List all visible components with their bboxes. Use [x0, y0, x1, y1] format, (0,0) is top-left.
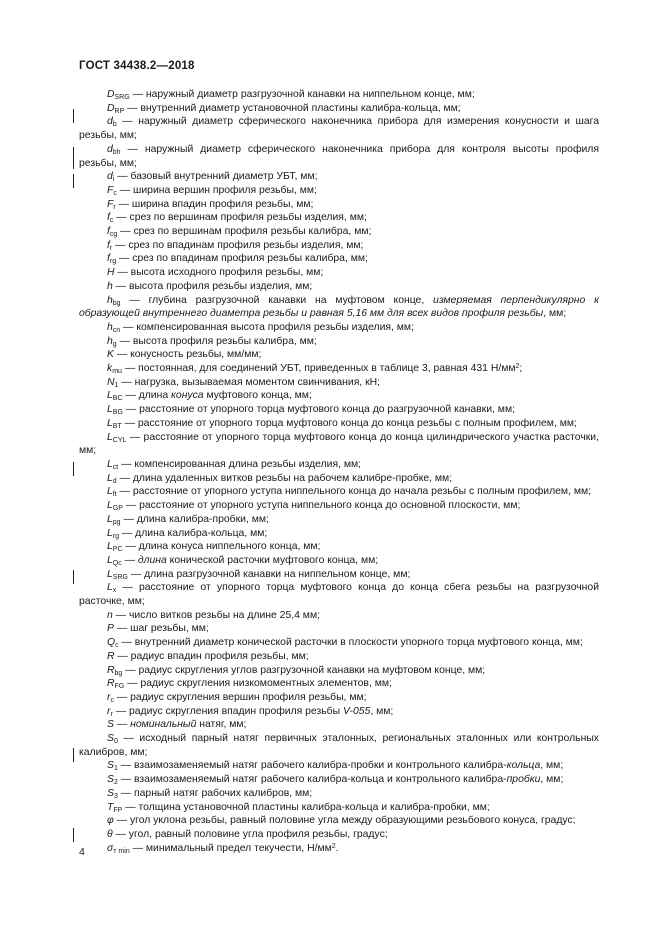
definition-italic: номинальный — [130, 719, 197, 731]
symbol: $L_{rg}$ — [107, 527, 120, 540]
definition-text: — шаг резьбы, мм; — [113, 623, 209, 635]
definition-text: — радиус скругления углов разгрузочной канавки на муфтовом конце, мм; — [122, 664, 486, 676]
symbol: $h_{bg}$ — [107, 294, 121, 307]
symbol-definition — [79, 280, 599, 294]
symbol-definition — [79, 472, 599, 486]
symbol: $F_r$ — [107, 198, 116, 211]
symbol-definition — [79, 814, 599, 828]
symbol-definition — [79, 362, 599, 376]
definition-tail: , мм; — [540, 760, 564, 772]
definition-tail: ; — [519, 363, 523, 375]
symbol: $S_0$ — [107, 733, 118, 746]
symbol-definition — [79, 294, 599, 321]
definition-text: — — [121, 554, 138, 566]
definition-tail: , мм; — [540, 774, 564, 786]
definition-text: — наружный диаметр разгрузочной канавки на ниппельном конце, мм; — [129, 89, 475, 100]
symbol-definition — [79, 759, 599, 773]
definition-tail: , мм; — [370, 705, 394, 717]
symbol: $L_{BT}$ — [107, 417, 122, 430]
symbol: h — [107, 280, 113, 292]
symbol: $f_{cg}$ — [107, 226, 118, 239]
definition-text: — ширина впадин профиля резьбы, мм; — [115, 198, 314, 210]
symbol: $L_{ft}$ — [107, 486, 117, 499]
symbol: $S_2$ — [107, 774, 118, 787]
definition-text: — расстояние от упорного торца муфтового конца до конца резьбы с полным профилем, мм; — [121, 417, 577, 429]
symbol-definition — [79, 184, 599, 198]
definition-text: — угол, равный половине угла профиля резьбы, градус; — [112, 828, 388, 840]
definition-text: — расстояние от упорного торца муфтового конца до конца цилиндрического участка расточки, мм; — [79, 431, 599, 457]
definition-text: — срез по впадинам профиля резьбы калибра, мм; — [116, 253, 368, 265]
symbol: φ — [107, 815, 114, 827]
change-bar — [73, 462, 74, 476]
definition-text: — базовый внутренний диаметр УБТ, мм; — [114, 171, 318, 183]
symbol-definition — [79, 609, 599, 623]
symbol: $L_{PC}$ — [107, 541, 123, 554]
symbol: $T_{FP}$ — [107, 801, 123, 814]
symbol: $R_{bg}$ — [107, 664, 123, 677]
symbol-definition — [79, 677, 599, 691]
change-bar — [73, 570, 74, 584]
definition-text: — радиус скругления вершин профиля резьбы, мм; — [113, 691, 367, 703]
symbol-definition — [79, 389, 599, 403]
change-bar — [73, 174, 74, 188]
symbol-definition — [79, 527, 599, 541]
definition-tail: муфтового конца, мм; — [203, 390, 312, 402]
symbol: $L_{CYL}$ — [107, 431, 127, 444]
symbol-definition — [79, 622, 599, 636]
symbol: $R_{FG}$ — [107, 678, 125, 691]
definition-text: — внутренний диаметр установочной пластины калибра-кольца, мм; — [124, 102, 461, 114]
symbol: θ — [107, 828, 113, 840]
symbol: $D_{SRG}$ — [107, 89, 130, 101]
symbol-definition — [79, 718, 599, 732]
symbol: $r_r$ — [107, 705, 113, 718]
symbol-definition — [79, 417, 599, 431]
definition-text: — наружный диаметр сферического наконечника прибора для измерения конусности и шага резьбы, мм; — [79, 116, 599, 142]
definition-italic: пробки — [506, 774, 541, 786]
definition-text: — ширина вершин профиля резьбы, мм; — [116, 184, 317, 196]
definition-text: — расстояние от упорного торца муфтового конца до конца сбега резьбы на разгрузочной расточке, мм; — [79, 582, 599, 608]
definition-text: — срез по вершинам профиля резьбы изделия, мм; — [113, 212, 367, 224]
symbol: $L_{BG}$ — [107, 404, 123, 417]
symbol: $L_{GP}$ — [107, 500, 123, 513]
symbol-definition — [79, 88, 599, 102]
definition-text: — — [113, 719, 131, 731]
symbol: $S_1$ — [107, 760, 118, 773]
symbol: $f_c$ — [107, 212, 114, 225]
symbol-definition — [79, 636, 599, 650]
definition-text: — длина удаленных витков резьбы на рабочем калибре-пробке, мм; — [116, 472, 453, 484]
definition-italic: V-055 — [342, 705, 371, 717]
symbol: $k_{mu}$ — [107, 363, 122, 376]
definition-text: — длина — [122, 390, 172, 402]
symbol-definition — [79, 554, 599, 568]
symbol: $f_r$ — [107, 239, 113, 252]
definition-text: — конусность резьбы, мм/мм; — [113, 349, 262, 361]
symbol: $h_g$ — [107, 335, 117, 348]
definition-text: — наружный диаметр сферического наконечника прибора для контроля высоты профиля резьбы, мм; — [79, 143, 599, 169]
definition-text: — высота профиля резьбы калибра, мм; — [116, 335, 317, 347]
definition-text: — глубина разгрузочной канавки на муфтовом конце, — [120, 294, 434, 306]
symbol-definition — [79, 431, 599, 458]
symbol-definition — [79, 485, 599, 499]
symbols-list — [79, 88, 599, 855]
definition-text: — расстояние от упорного уступа ниппельного конца до начала резьбы с полным профилем, мм; — [116, 486, 592, 498]
definition-tail: , мм; — [543, 308, 567, 320]
symbol-definition — [79, 540, 599, 554]
definition-text: — радиус скругления низкомоментных элементов, мм; — [124, 678, 392, 690]
symbol: $N_1$ — [107, 376, 119, 389]
superscript: 2 — [331, 842, 336, 850]
symbol: $Q_c$ — [107, 637, 119, 650]
symbol: $D_{RP}$ — [107, 102, 125, 115]
symbol-definition — [79, 335, 599, 349]
definition-text: — расстояние от упорного торца муфтового конца до разгрузочной канавки, мм; — [122, 404, 515, 416]
symbol-definition — [79, 842, 599, 856]
symbol: $d_b$ — [107, 116, 117, 129]
symbol: P — [107, 623, 114, 635]
symbol-definition — [79, 321, 599, 335]
definition-text: — нагрузка, вызываемая моментом свинчивания, кН; — [118, 376, 381, 388]
definition-text: — число витков резьбы на длине 25,4 мм; — [112, 609, 320, 621]
superscript: 2 — [515, 363, 520, 371]
symbol: $F_c$ — [107, 184, 117, 197]
definition-tail: конической расточки муфтового конца, мм; — [166, 554, 379, 566]
definition-text: — взаимозаменяемый натяг рабочего калибра-пробки и контрольного калибра- — [117, 760, 507, 772]
definition-text: — толщина установочной пластины калибра-кольца и калибра-пробки, мм; — [122, 801, 490, 813]
page-number: 4 — [79, 846, 85, 858]
definition-text: — угол уклона резьбы, равный половине угла между образующими резьбового конуса, градус; — [113, 815, 576, 827]
definition-text: — срез по впадинам профиля резьбы изделия, мм; — [112, 239, 364, 251]
symbol-definition — [79, 773, 599, 787]
symbol: $L_x$ — [107, 582, 117, 595]
symbol-definition — [79, 225, 599, 239]
symbol-definition — [79, 650, 599, 664]
symbol: R — [107, 650, 115, 662]
symbol-definition — [79, 513, 599, 527]
symbol: $r_c$ — [107, 691, 114, 704]
symbol-definition — [79, 102, 599, 116]
symbol-definition — [79, 252, 599, 266]
definition-italic: длина — [137, 554, 167, 566]
definition-text: — компенсированная длина резьбы изделия, мм; — [118, 458, 362, 470]
symbol-definition — [79, 568, 599, 582]
definition-text: — длина конуса ниппельного конца, мм; — [122, 541, 321, 553]
symbol: $L_{SRG}$ — [107, 568, 128, 581]
symbol: $L_{ct}$ — [107, 458, 119, 471]
definition-text: — высота профиля резьбы изделия, мм; — [112, 280, 313, 292]
change-bar — [73, 147, 74, 169]
symbol-definition — [79, 143, 599, 170]
definition-text: — минимальный предел текучести, Н/мм — [129, 842, 332, 854]
definition-italic: кольца — [506, 760, 541, 772]
definition-text: — радиус скругления впадин профиля резьбы — [112, 705, 343, 717]
definition-text: — расстояние от упорного уступа ниппельного конца до основной плоскости, мм; — [122, 500, 521, 512]
symbol: S — [107, 719, 114, 731]
symbol-definition — [79, 403, 599, 417]
symbol-definition — [79, 801, 599, 815]
definition-text: — взаимозаменяемый натяг рабочего калибра-кольца и контрольного калибра- — [117, 774, 507, 786]
symbol: $L_{BC}$ — [107, 390, 123, 403]
definition-italic: конуса — [171, 390, 204, 402]
symbol: $d_i$ — [107, 171, 115, 184]
symbol: $L_d$ — [107, 472, 117, 485]
definition-text: — длина калибра-кольца, мм; — [119, 527, 268, 539]
symbol: n — [107, 609, 113, 621]
symbol: $L_{Qc}$ — [107, 554, 122, 567]
change-bar — [73, 748, 74, 762]
symbol-definition — [79, 458, 599, 472]
definition-text: — постоянная, для соединений УБТ, приведенных в таблице 3, равная 431 Н/мм — [121, 363, 516, 375]
symbol-definition — [79, 691, 599, 705]
definition-text: — длина калибра-пробки, мм; — [120, 513, 269, 525]
symbol-definition — [79, 787, 599, 801]
definition-tail: натяг, мм; — [196, 719, 247, 731]
symbol: H — [107, 267, 115, 279]
symbol-definition — [79, 376, 599, 390]
symbol-definition — [79, 239, 599, 253]
symbol-definition — [79, 664, 599, 678]
symbol: $f_{rg}$ — [107, 253, 117, 266]
definition-text: — компенсированная высота профиля резьбы изделия, мм; — [120, 321, 414, 333]
definition-text: — парный натяг рабочих калибров, мм; — [117, 787, 313, 799]
definition-italic: измеряемая перпендикулярно к образующей внутреннего диаметра резьбы и равная 5,16 мм для всех видов профиля резьбы — [79, 294, 599, 320]
definition-text: — срез по вершинам профиля резьбы калибра, мм; — [117, 226, 372, 238]
symbol-definition — [79, 115, 599, 142]
change-bar — [73, 109, 74, 123]
symbol-definition — [79, 705, 599, 719]
definition-text: — длина разгрузочной канавки на ниппельном конце, мм; — [127, 568, 411, 580]
symbol: $S_3$ — [107, 787, 118, 800]
change-bar — [73, 828, 74, 842]
symbol-definition — [79, 211, 599, 225]
symbol-definition — [79, 499, 599, 513]
symbol-definition — [79, 732, 599, 759]
symbol-definition — [79, 170, 599, 184]
symbol: $L_{pg}$ — [107, 513, 121, 526]
symbol-definition — [79, 266, 599, 280]
symbol-definition — [79, 348, 599, 362]
symbol-definition — [79, 828, 599, 842]
definition-text: — высота исходного профиля резьбы, мм; — [114, 267, 324, 279]
symbol-definition — [79, 198, 599, 212]
definition-text: — исходный парный натяг первичных эталонных, региональных эталонных или контрольных калибров, мм; — [79, 733, 599, 758]
symbol: $h_{cn}$ — [107, 321, 121, 334]
definition-text: — внутренний диаметр конической расточки в плоскости упорного торца муфтового конца, мм; — [118, 637, 583, 649]
symbol-definition — [79, 581, 599, 608]
definition-text: — радиус впадин профиля резьбы, мм; — [114, 650, 309, 662]
symbol: $d_{bh}$ — [107, 143, 121, 156]
symbol: $\sigma_{т min}$ — [107, 842, 130, 855]
document-header: ГОСТ 34438.2—2018 — [79, 60, 195, 72]
definition-tail: . — [335, 842, 339, 854]
symbol: K — [107, 349, 114, 361]
